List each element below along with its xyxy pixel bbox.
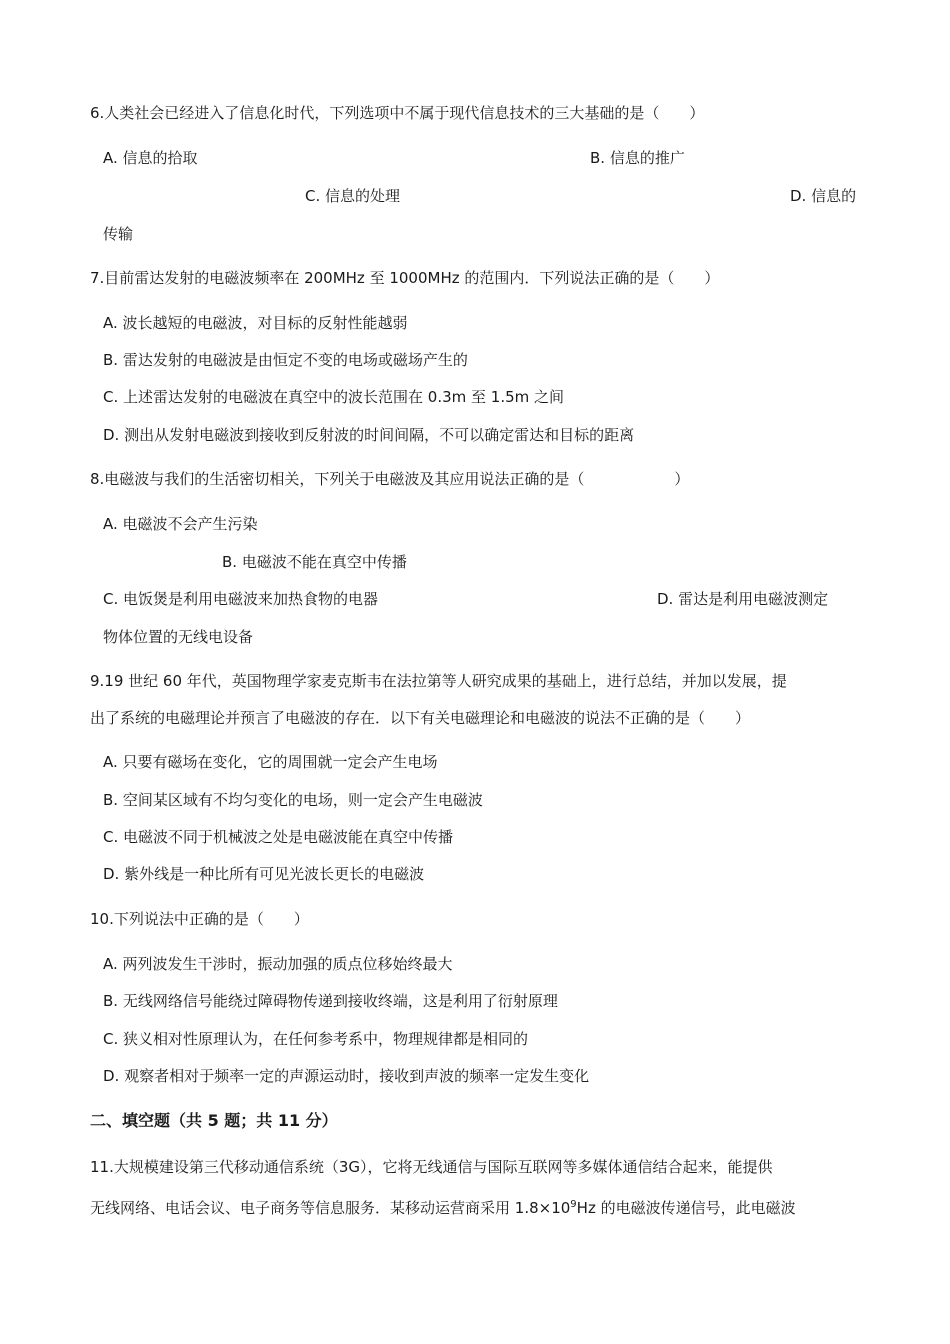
q10-stem: 10.下列说法中正确的是（ ） bbox=[90, 910, 309, 928]
q8-option-b: B. 电磁波不能在真空中传播 bbox=[222, 553, 407, 571]
q9-option-a: A. 只要有磁场在变化，它的周围就一定会产生电场 bbox=[103, 753, 438, 771]
q6-stem: 6.人类社会已经进入了信息化时代，下列选项中不属于现代信息技术的三大基础的是（ ） bbox=[90, 104, 705, 122]
q10-option-c: C. 狭义相对性原理认为，在任何参考系中，物理规律都是相同的 bbox=[103, 1030, 529, 1048]
q6-option-d: D. 信息的 bbox=[790, 187, 857, 205]
q11-stem-line-2-text: 无线网络、电话会议、电子商务等信息服务．某移动运营商采用 1.8×10 bbox=[90, 1199, 571, 1217]
q6-option-d-continued: 传输 bbox=[103, 225, 134, 243]
q8-option-a: A. 电磁波不会产生污染 bbox=[103, 515, 258, 533]
q11-stem-line-2 bbox=[90, 1195, 796, 1218]
section-heading-fill-in: 二、填空题（共 5 题；共 11 分） bbox=[90, 1111, 338, 1130]
q9-option-b: B. 空间某区域有不均匀变化的电场，则一定会产生电磁波 bbox=[103, 791, 483, 809]
q9-option-d: D. 紫外线是一种比所有可见光波长更长的电磁波 bbox=[103, 865, 425, 883]
q10-option-a: A. 两列波发生干涉时，振动加强的质点位移始终最大 bbox=[103, 955, 453, 973]
q8-option-d-continued: 物体位置的无线电设备 bbox=[103, 628, 254, 646]
q7-stem: 7.目前雷达发射的电磁波频率在 200MHz 至 1000MHz 的范围内．下列说法正确的是（ ） bbox=[90, 269, 720, 287]
q8-option-c: C. 电饭煲是利用电磁波来加热食物的电器 bbox=[103, 590, 379, 608]
q11-stem-line-2-tail: Hz 的电磁波传递信号，此电磁波 bbox=[576, 1199, 796, 1217]
q9-stem-line-2: 出了系统的电磁理论并预言了电磁波的存在．以下有关电磁理论和电磁波的说法不正确的是（ ） bbox=[90, 709, 751, 727]
q11-stem-line-1: 11.大规模建设第三代移动通信系统（3G），它将无线通信与国际互联网等多媒体通信结合起来，能提供 bbox=[90, 1158, 773, 1176]
q10-option-d: D. 观察者相对于频率一定的声源运动时，接收到声波的频率一定发生变化 bbox=[103, 1067, 590, 1085]
q7-option-d: D. 测出从发射电磁波到接收到反射波的时间间隔，不可以确定雷达和目标的距离 bbox=[103, 426, 635, 444]
q7-option-a: A. 波长越短的电磁波，对目标的反射性能越弱 bbox=[103, 314, 408, 332]
q8-option-d: D. 雷达是利用电磁波测定 bbox=[657, 590, 829, 608]
q9-stem-line-1: 9.19 世纪 60 年代，英国物理学家麦克斯韦在法拉第等人研究成果的基础上，进行总结，并加以发展，提 bbox=[90, 672, 787, 690]
q7-option-b: B. 雷达发射的电磁波是由恒定不变的电场或磁场产生的 bbox=[103, 351, 468, 369]
q9-option-c: C. 电磁波不同于机械波之处是电磁波能在真空中传播 bbox=[103, 828, 454, 846]
q6-option-b: B. 信息的推广 bbox=[590, 149, 685, 167]
q7-option-c: C. 上述雷达发射的电磁波在真空中的波长范围在 0.3m 至 1.5m 之间 bbox=[103, 388, 565, 406]
q8-stem: 8.电磁波与我们的生活密切相关，下列关于电磁波及其应用说法正确的是（ ） bbox=[90, 470, 690, 488]
q6-option-a: A. 信息的拾取 bbox=[103, 149, 198, 167]
q11-exponent: 9 bbox=[570, 1199, 577, 1210]
q10-option-b: B. 无线网络信号能绕过障碍物传递到接收终端，这是利用了衍射原理 bbox=[103, 992, 558, 1010]
q6-option-c: C. 信息的处理 bbox=[305, 187, 401, 205]
